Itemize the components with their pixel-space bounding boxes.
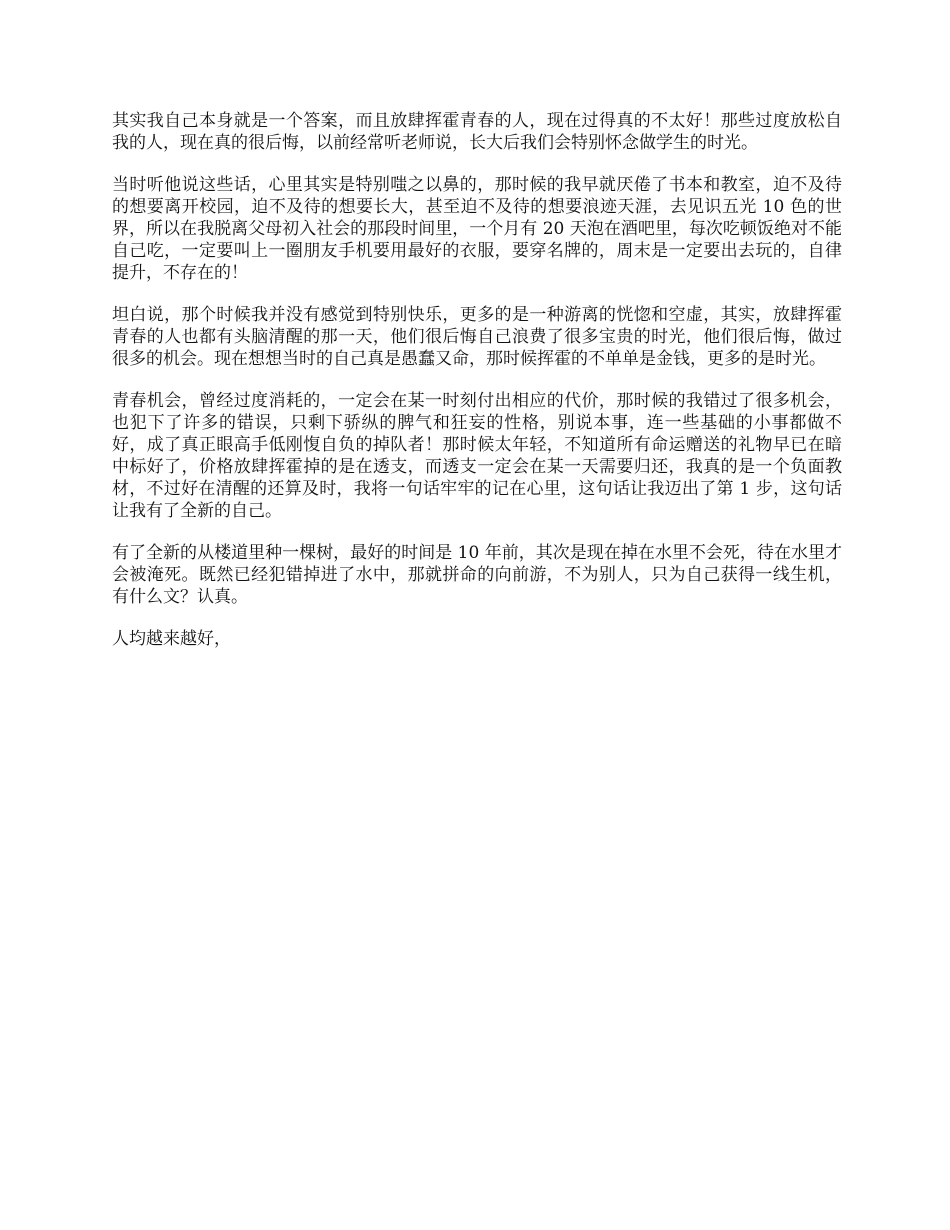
paragraph-4: 青春机会，曾经过度消耗的，一定会在某一时刻付出相应的代价，那时候的我错过了很多机会，也犯下了许多的错误，只剩下骄纵的脾气和狂妄的性格，别说本事，连一些基础的小事都做不好，成了真正眼高手低刚愎自负的掉队者！那时候太年轻，不知道所有命运赠送的礼物早已在暗中标好了，价格放肆挥霍掉的是在透支，而透支一定会在某一天需要归还，我真的是一个负面教材，不过好在清醒的还算及时，我将一句话牢牢的记在心里，这句话让我迈出了第 1 步，这句话让我有了全新的自己。 — [112, 391, 842, 521]
paragraph-2: 当时听他说这些话，心里其实是特别嗤之以鼻的，那时候的我早就厌倦了书本和教室，迫不及待的想要离开校园，迫不及待的想要长大，甚至迫不及待的想要浪迹天涯，去见识五光 10 色的世界，所以在我脱离父母初入社会的那段时间里，一个月有 20 天泡在酒吧里，每次吃顿饭绝对不能自己吃，一定要叫上一圈朋友手机要用最好的衣服，要穿名牌的，周末是一定要出去玩的，自律提升，不存在的！ — [112, 175, 842, 283]
paragraph-6: 人均越来越好， — [112, 629, 231, 649]
paragraph-3: 坦白说，那个时候我并没有感觉到特别快乐，更多的是一种游离的恍惚和空虚，其实，放肆挥霍青春的人也都有头脑清醒的那一天，他们很后悔自己浪费了很多宝贵的时光，他们很后悔，做过很多的机会。现在想想当时的自己真是愚蠢又命，那时候挥霍的不单单是金钱，更多的是时光。 — [112, 305, 842, 369]
paragraph-5: 有了全新的从楼道里种一棵树，最好的时间是 10 年前，其次是现在掉在水里不会死，待在水里才会被淹死。既然已经犯错掉进了水中，那就拼命的向前游，不为别人，只为自己获得一线生机，有什么文？认真。 — [112, 543, 842, 607]
paragraph-1: 其实我自己本身就是一个答案，而且放肆挥霍青春的人，现在过得真的不太好！那些过度放松自我的人，现在真的很后悔，以前经常听老师说，长大后我们会特别怀念做学生的时光。 — [112, 111, 842, 153]
document-page — [112, 110, 842, 670]
